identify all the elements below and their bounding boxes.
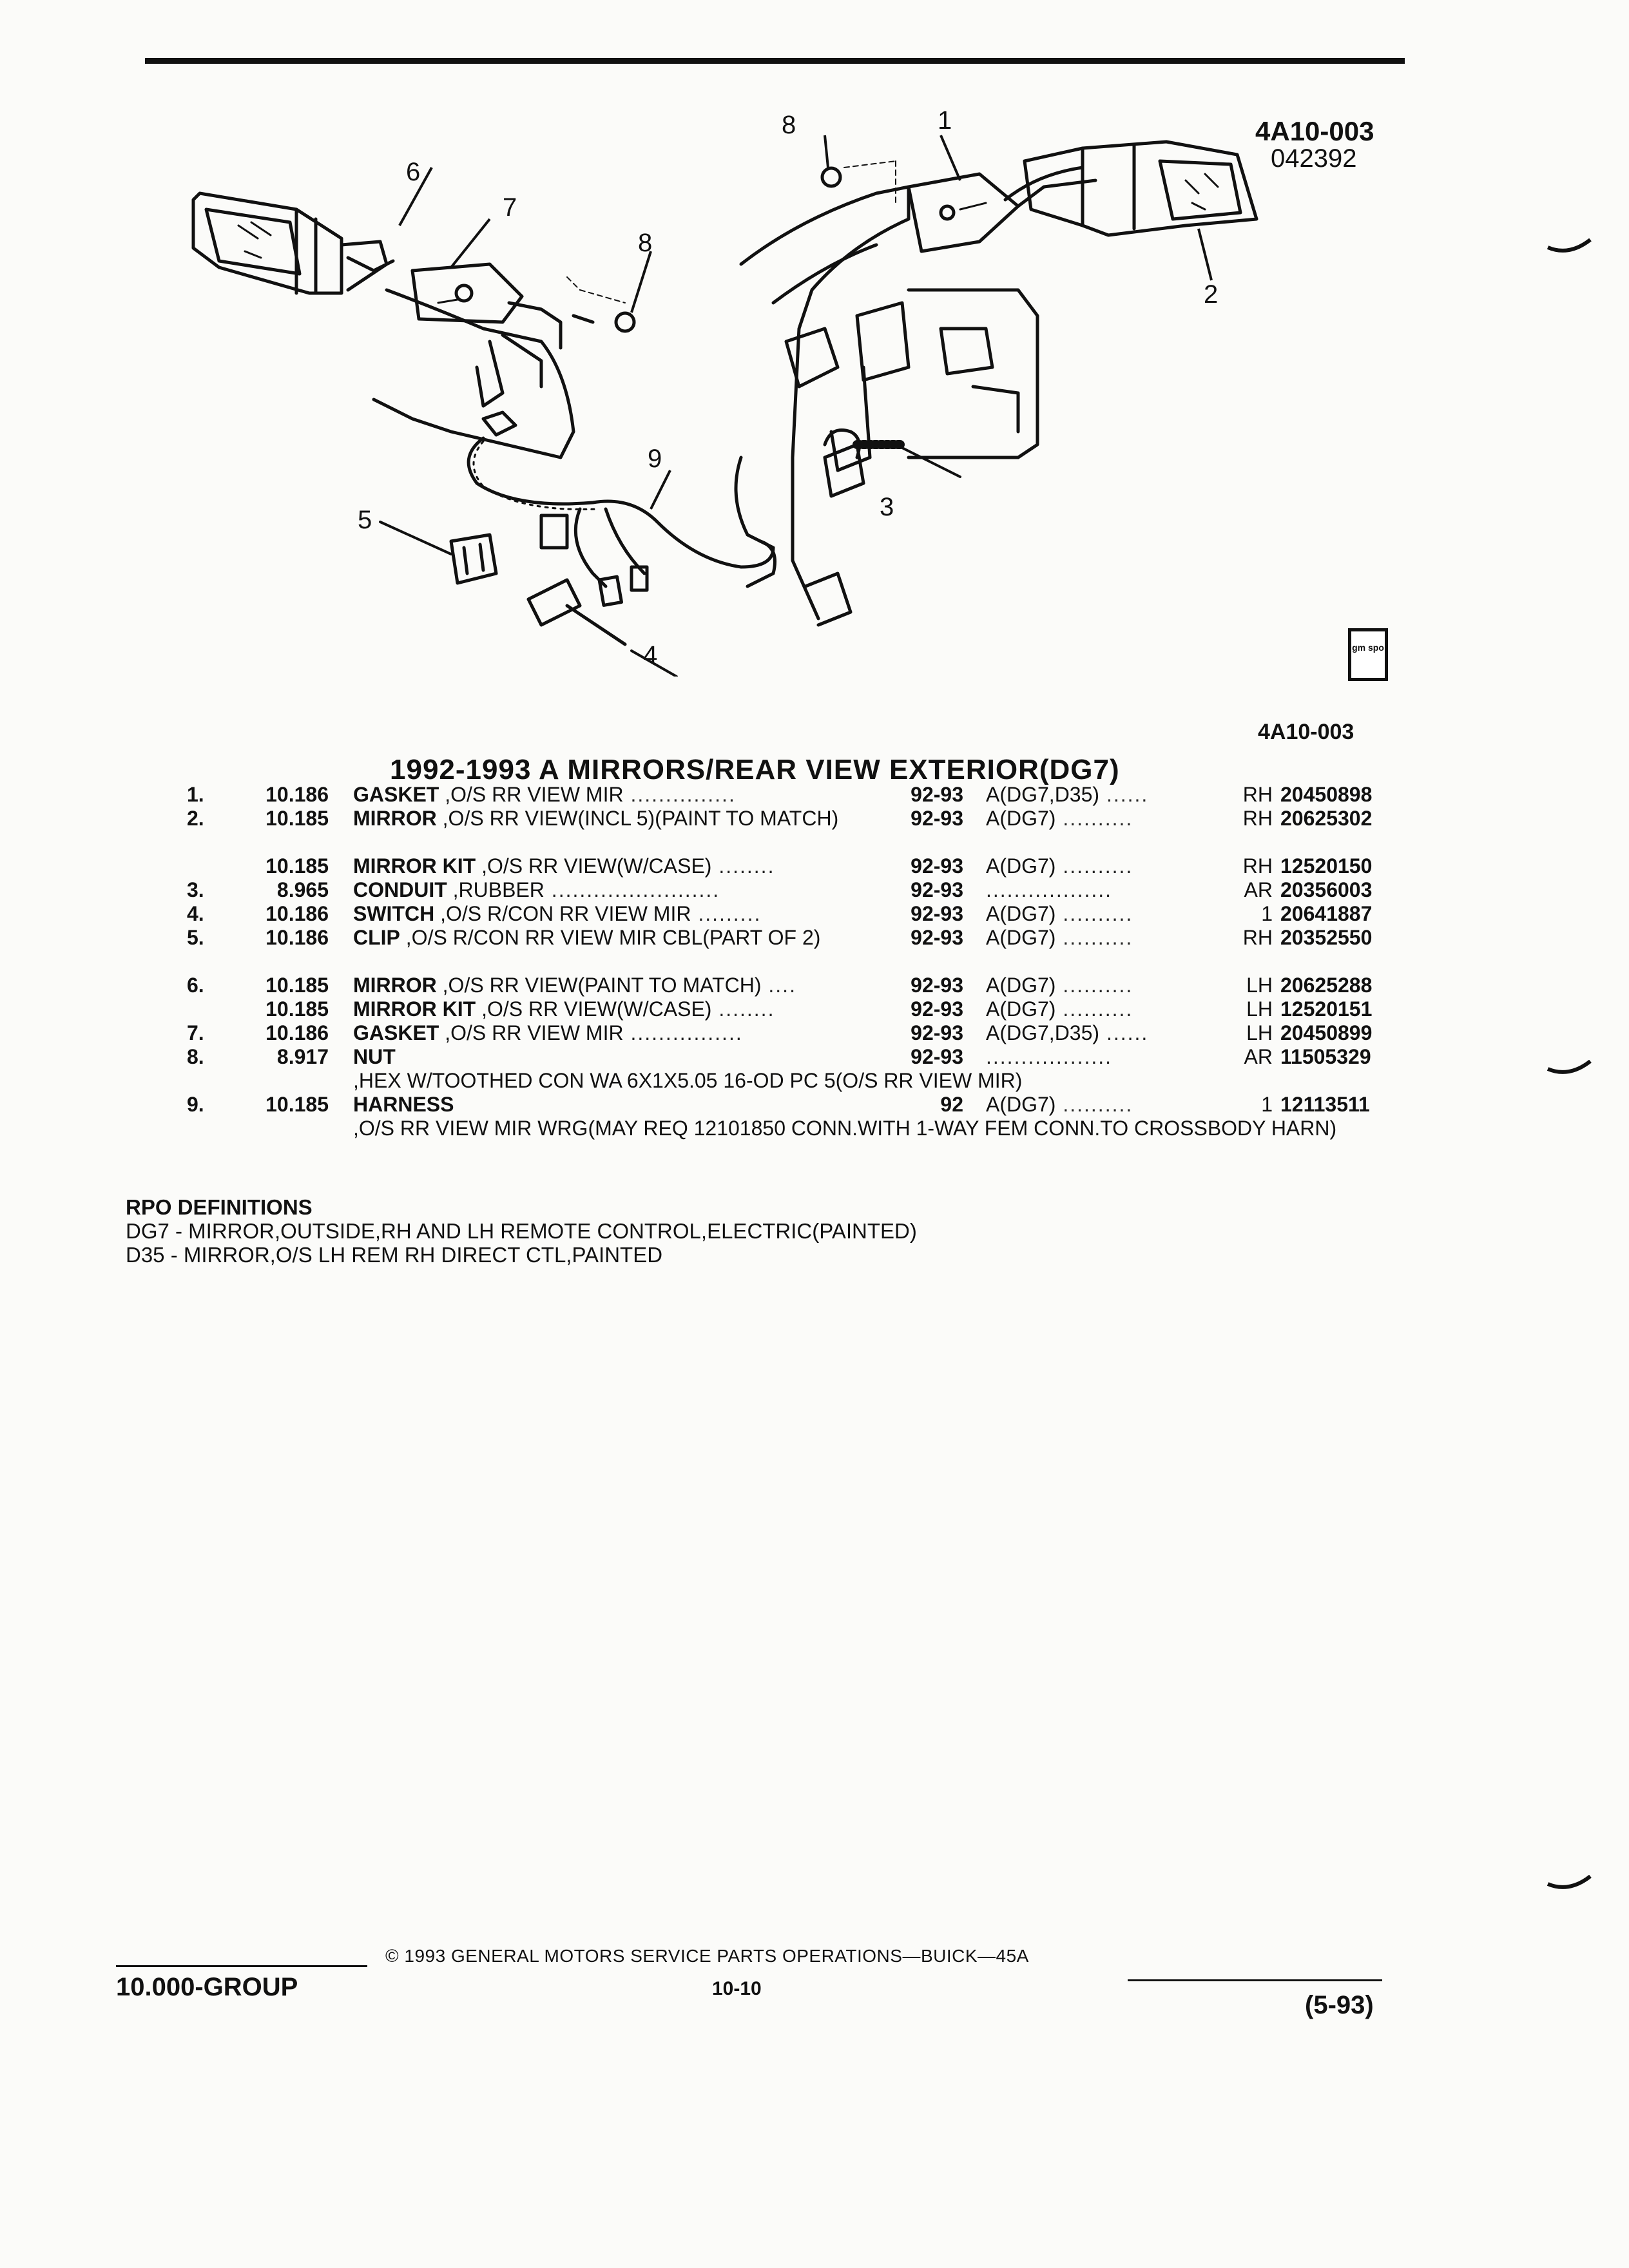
gm-spo-logo-text: gm spo (1352, 642, 1384, 653)
group-number: 8.965 (276, 878, 329, 901)
part-name: CONDUIT (353, 878, 447, 901)
model-usage (986, 974, 1133, 997)
figure-date-code: 042392 (1271, 144, 1357, 173)
group-number: 10.186 (265, 1021, 329, 1044)
item-number: 4. (187, 902, 204, 925)
model-code: A(DG7,D35) (986, 783, 1100, 806)
part-description (353, 783, 869, 807)
part-description (353, 997, 869, 1021)
quantity: 1 (1261, 1093, 1273, 1116)
model-code: A(DG7) (986, 1093, 1056, 1116)
leader-dots: .......... (1055, 902, 1133, 925)
part-description (353, 902, 869, 926)
footer-revision: (5-93) (1305, 1991, 1374, 2019)
part-detail: ,O/S RR VIEW(INCL 5)(PAINT TO MATCH) (436, 807, 839, 830)
group-number: 10.186 (265, 926, 329, 949)
model-code: A(DG7) (986, 807, 1056, 830)
leader-dots: ........ (711, 854, 775, 878)
quantity: LH (1246, 1021, 1273, 1044)
model-years: 92 (940, 1093, 963, 1116)
part-row (187, 854, 1411, 878)
part-row (187, 926, 1411, 974)
model-code: A(DG7) (986, 854, 1056, 878)
part-row (187, 878, 1411, 902)
part-name: MIRROR KIT (353, 997, 476, 1021)
callout-8-left: 8 (638, 229, 653, 257)
leader-dots: .......... (1055, 1093, 1133, 1116)
callout-2: 2 (1204, 280, 1219, 309)
parts-list (187, 783, 1411, 1164)
group-number: 10.186 (265, 902, 329, 925)
callout-7: 7 (503, 193, 517, 222)
part-detail: ,O/S R/CON RR VIEW MIR (434, 902, 691, 925)
model-code: A(DG7) (986, 974, 1056, 997)
group-number: 10.185 (265, 974, 329, 997)
footer-copyright: © 1993 GENERAL MOTORS SERVICE PARTS OPERATIONS—BUICK—45A (385, 1946, 1029, 1966)
part-name: MIRROR KIT (353, 854, 476, 878)
callout-3: 3 (880, 493, 894, 521)
model-usage (986, 783, 1148, 807)
callout-8-right: 8 (782, 111, 796, 139)
group-number: 8.917 (276, 1045, 329, 1068)
conduit-illustration (825, 430, 960, 477)
left-mirror-illustration (193, 193, 393, 293)
model-usage (986, 854, 1133, 878)
gm-spo-logo (1348, 628, 1388, 681)
footer-group: 10.000-GROUP (116, 1973, 298, 2001)
quantity: RH (1242, 926, 1273, 949)
figure-code: 4A10-003 (1255, 116, 1374, 146)
callout-4: 4 (643, 641, 658, 669)
part-detail: ,O/S RR VIEW MIR (439, 1021, 624, 1044)
model-code: A(DG7) (986, 926, 1056, 949)
model-usage (986, 1093, 1133, 1117)
part-row (187, 974, 1411, 997)
left-nut-illustration (616, 313, 634, 331)
group-number: 10.186 (265, 783, 329, 806)
model-years: 92-93 (911, 783, 963, 806)
callout-5: 5 (358, 506, 372, 534)
left-door-illustration (374, 290, 593, 457)
part-number: 11505329 (1280, 1045, 1371, 1068)
binding-mark (1547, 1060, 1592, 1079)
part-row (187, 783, 1411, 807)
leader-dots: .......... (1055, 974, 1133, 997)
part-name: MIRROR (353, 974, 437, 997)
model-years: 92-93 (911, 1045, 963, 1068)
footer-rule-left (116, 1965, 367, 1967)
rpo-line-d35: D35 - MIRROR,O/S LH REM RH DIRECT CTL,PAINTED (126, 1243, 663, 1267)
model-code: A(DG7) (986, 902, 1056, 925)
item-number: 5. (187, 926, 204, 949)
part-name: CLIP (353, 926, 400, 949)
leader-dots: .......... (1055, 854, 1133, 878)
clip-illustration (380, 522, 496, 583)
leader-dots: .................. (986, 1045, 1113, 1068)
part-name: GASKET (353, 1021, 439, 1044)
model-years: 92-93 (911, 997, 963, 1021)
right-body-illustration (736, 187, 1037, 625)
part-description (353, 1021, 869, 1045)
callout-1: 1 (938, 106, 952, 135)
leader-dots: ......... (691, 902, 762, 925)
quantity: RH (1242, 807, 1273, 830)
figure-reference: 4A10-003 (1258, 720, 1354, 744)
rpo-line-dg7: DG7 - MIRROR,OUTSIDE,RH AND LH REMOTE CONTROL,ELECTRIC(PAINTED) (126, 1219, 917, 1243)
quantity: AR (1244, 1045, 1273, 1068)
group-number: 10.185 (265, 854, 329, 878)
harness-illustration (468, 438, 775, 605)
leader-dots: ............... (623, 783, 736, 806)
part-description (353, 854, 869, 878)
part-number: 20356003 (1280, 878, 1373, 901)
model-years: 92-93 (911, 854, 963, 878)
part-detail: ,HEX W/TOOTHED CON WA 6X1X5.05 16-OD PC 5(O/S RR VIEW MIR) (353, 1069, 1023, 1092)
model-code: A(DG7,D35) (986, 1021, 1100, 1044)
group-number: 10.185 (265, 807, 329, 830)
part-row (187, 1021, 1411, 1045)
leader-dots: .................. (986, 878, 1113, 901)
quantity: RH (1242, 783, 1273, 806)
part-detail: ,RUBBER (447, 878, 545, 901)
model-years: 92-93 (911, 926, 963, 949)
left-gasket-illustration (412, 264, 522, 322)
leader-dots: .......... (1055, 926, 1133, 949)
model-usage (986, 926, 1133, 950)
part-description (353, 974, 869, 997)
part-detail: ,O/S RR VIEW MIR WRG(MAY REQ 12101850 CONN.WITH 1-WAY FEM CONN.TO CROSSBODY HARN) (353, 1117, 1337, 1140)
binding-mark (1547, 1875, 1592, 1894)
part-row (187, 997, 1411, 1021)
model-years: 92-93 (911, 902, 963, 925)
item-number: 9. (187, 1093, 204, 1116)
quantity: LH (1246, 974, 1273, 997)
part-number: 12113511 (1280, 1093, 1370, 1116)
leader-dots: ................ (623, 1021, 743, 1044)
page-title: 1992-1993 A MIRRORS/REAR VIEW EXTERIOR(DG7) (390, 754, 1120, 785)
model-years: 92-93 (911, 974, 963, 997)
part-number: 20625302 (1280, 807, 1373, 830)
footer-rule-right (1128, 1979, 1382, 1981)
binding-mark (1547, 238, 1592, 258)
item-number: 3. (187, 878, 204, 901)
right-nut-illustration (822, 168, 840, 186)
right-mirror-illustration (1005, 142, 1257, 235)
top-rule (145, 58, 1405, 64)
part-detail: ,O/S RR VIEW(W/CASE) (476, 854, 712, 878)
part-number: 20450898 (1280, 783, 1373, 806)
part-number: 12520151 (1280, 997, 1373, 1021)
rpo-definitions (126, 1195, 917, 1267)
part-number: 20625288 (1280, 974, 1373, 997)
model-usage (986, 997, 1133, 1021)
part-description (353, 926, 862, 950)
leader-dots: ........................ (544, 878, 720, 901)
part-name: NUT (353, 1045, 396, 1068)
part-number: 20641887 (1280, 902, 1373, 925)
callout-9: 9 (648, 445, 662, 473)
footer-page-number: 10-10 (712, 1978, 762, 1999)
part-row (187, 1045, 1411, 1093)
part-detail: ,O/S RR VIEW(W/CASE) (476, 997, 712, 1021)
model-usage (986, 1045, 1112, 1069)
part-name: GASKET (353, 783, 439, 806)
model-years: 92-93 (911, 1021, 963, 1044)
quantity: 1 (1261, 902, 1273, 925)
leader-dots: .......... (1055, 997, 1133, 1021)
item-number: 2. (187, 807, 204, 830)
leader-dots: .... (761, 974, 796, 997)
model-years: 92-93 (911, 807, 963, 830)
model-usage (986, 1021, 1148, 1045)
group-number: 10.185 (265, 997, 329, 1021)
part-name: HARNESS (353, 1093, 454, 1116)
quantity: AR (1244, 878, 1273, 901)
model-usage (986, 807, 1133, 831)
part-description (353, 807, 856, 831)
model-usage (986, 902, 1133, 926)
part-name: MIRROR (353, 807, 437, 830)
model-usage (986, 878, 1112, 902)
rpo-heading: RPO DEFINITIONS (126, 1195, 313, 1219)
exploded-diagram (180, 97, 1405, 677)
quantity: RH (1242, 854, 1273, 878)
item-number: 8. (187, 1045, 204, 1068)
part-number: 20450899 (1280, 1021, 1373, 1044)
model-years: 92-93 (911, 878, 963, 901)
item-number: 7. (187, 1021, 204, 1044)
group-number: 10.185 (265, 1093, 329, 1116)
part-number: 20352550 (1280, 926, 1373, 949)
right-gasket-illustration (909, 174, 1018, 251)
part-description (353, 878, 869, 902)
model-code: A(DG7) (986, 997, 1056, 1021)
leader-dots: ........ (711, 997, 775, 1021)
item-number: 1. (187, 783, 204, 806)
part-number: 12520150 (1280, 854, 1373, 878)
part-row (187, 902, 1411, 926)
callout-6: 6 (406, 158, 421, 186)
leader-dots: ...... (1099, 1021, 1149, 1044)
item-number: 6. (187, 974, 204, 997)
part-row (187, 1093, 1411, 1164)
part-row (187, 807, 1411, 854)
quantity: LH (1246, 997, 1273, 1021)
leader-dots: .......... (1055, 807, 1133, 830)
part-detail: ,O/S RR VIEW(PAINT TO MATCH) (436, 974, 762, 997)
part-detail: ,O/S RR VIEW MIR (439, 783, 624, 806)
leader-dots: ...... (1099, 783, 1149, 806)
part-detail: ,O/S R/CON RR VIEW MIR CBL(PART OF 2) (400, 926, 821, 949)
part-name: SWITCH (353, 902, 435, 925)
